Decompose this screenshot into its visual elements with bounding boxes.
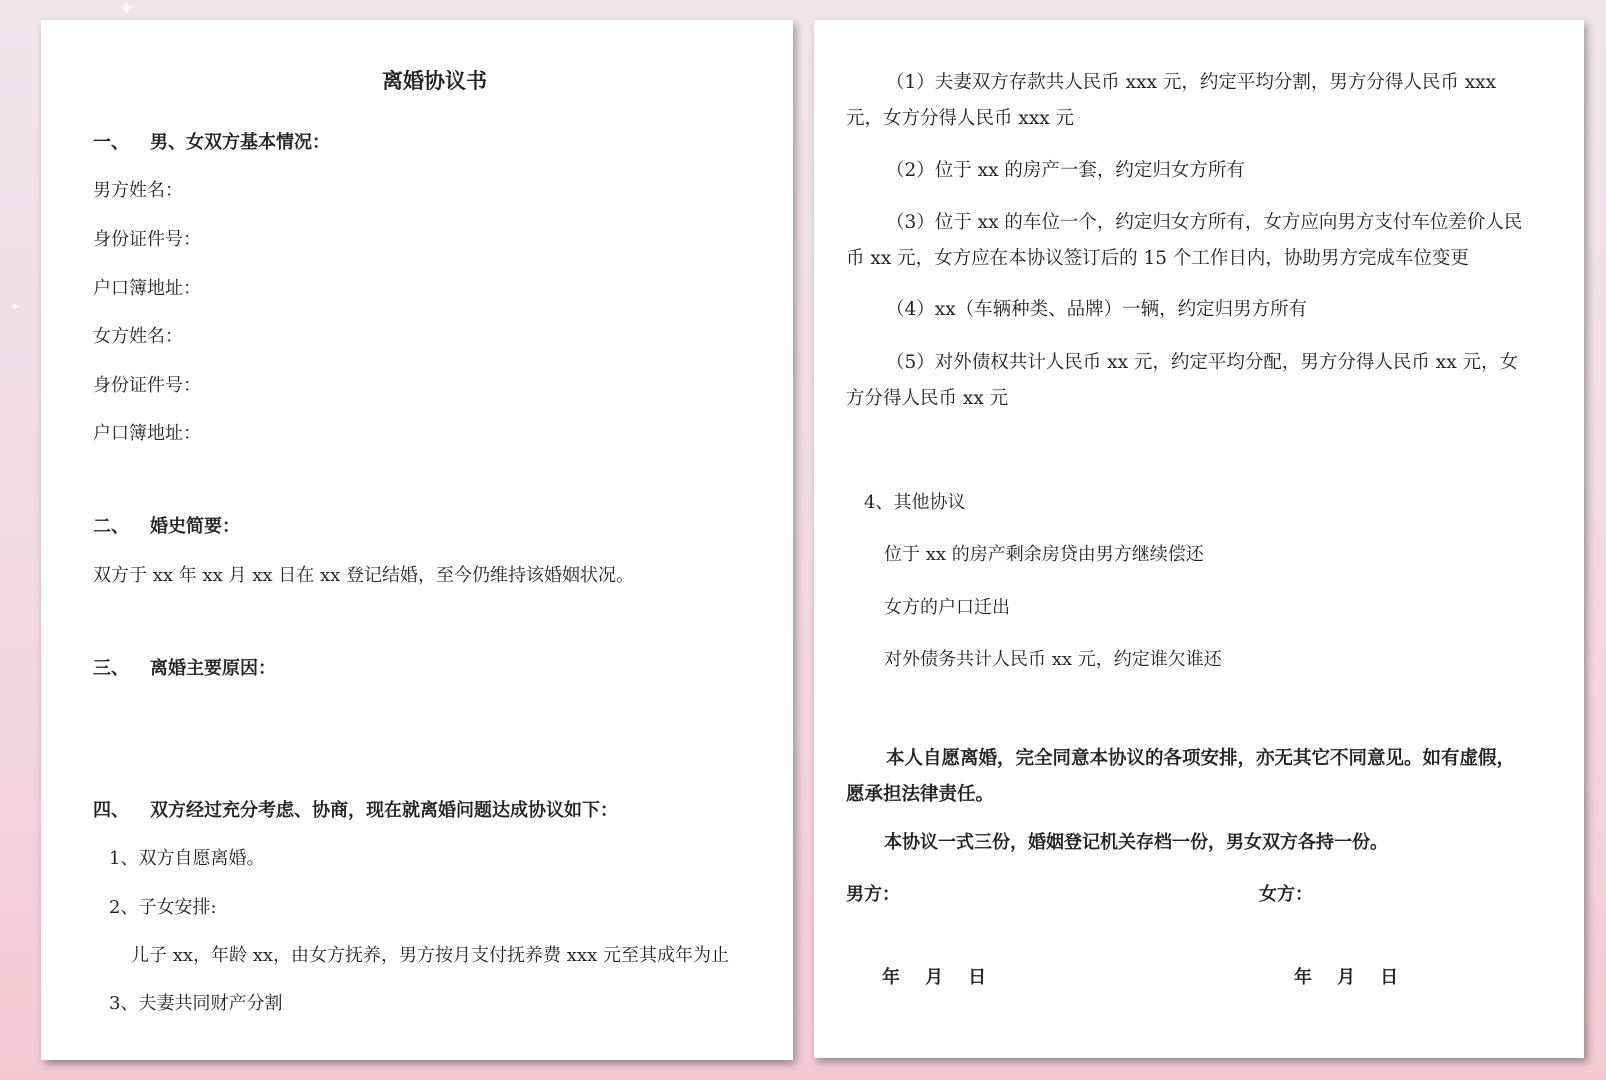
- sparkle-icon: ✦: [118, 0, 135, 20]
- field-male-address: 户口簿地址：: [93, 278, 201, 299]
- property-item-2: （2）位于 xx 的房产一套，约定归女方所有: [886, 160, 1245, 181]
- section-1-title: 男、女双方基本情况：: [150, 132, 330, 153]
- field-female-id: 身份证件号：: [93, 375, 201, 396]
- field-female-address: 户口簿地址：: [93, 423, 201, 444]
- document-page-right: [814, 20, 1584, 1058]
- field-male-name: 男方姓名：: [93, 180, 183, 201]
- other-agreement-heading: 4、其他协议: [864, 492, 966, 513]
- section-1-number: 一、: [93, 132, 129, 153]
- other-agreement-item: 对外债务共计人民币 xx 元，约定谁欠谁还: [884, 649, 1222, 670]
- property-item-4: （4）xx（车辆种类、品牌）一辆，约定归男方所有: [886, 299, 1308, 320]
- section-1-heading: [93, 130, 330, 156]
- sparkle-icon: ✦: [10, 300, 21, 314]
- female-signature-label: 女方：: [1259, 884, 1313, 905]
- field-male-id: 身份证件号：: [93, 229, 201, 250]
- section-3-title: 离婚主要原因：: [150, 658, 276, 679]
- male-date-line: 年 月 日: [882, 967, 987, 988]
- section-2-heading: [93, 514, 240, 540]
- copies-text: 本协议一式三份，婚姻登记机关存档一份，男女双方各持一份。: [884, 832, 1388, 853]
- female-date-line: 年 月 日: [1294, 967, 1399, 988]
- marriage-history-text: 双方于 xx 年 xx 月 xx 日在 xx 登记结婚，至今仍维持该婚姻状况。: [93, 565, 634, 586]
- section-2-number: 二、: [93, 516, 129, 537]
- property-item-5: （5）对外债权共计人民币 xx 元，约定平均分配，男方分得人民币 xx 元，女方分得人民币 xx 元: [846, 352, 1519, 409]
- property-item-1: （1）夫妻双方存款共人民币 xxx 元，约定平均分割，男方分得人民币 xxx 元，女方分得人民币 xxx 元: [846, 72, 1497, 129]
- section-2-title: 婚史简要：: [150, 516, 240, 537]
- document-title: 离婚协议书: [382, 68, 487, 93]
- declaration-text: 本人自愿离婚，完全同意本协议的各项安排，亦无其它不同意见。如有虚假，愿承担法律责任。: [846, 748, 1516, 805]
- agreement-item-1: 1、双方自愿离婚。: [109, 848, 265, 869]
- section-3-heading: [93, 656, 276, 682]
- property-item-3: （3）位于 xx 的车位一个，约定归女方所有，女方应向男方支付车位差价人民币 xx 元，女方应在本协议签订后的 15 个工作日内，协助男方完成车位变更: [846, 212, 1523, 269]
- section-4-title: 双方经过充分考虑、协商，现在就离婚问题达成协议如下：: [150, 800, 618, 821]
- document-page-left: [41, 20, 793, 1060]
- other-agreement-item: 女方的户口迁出: [884, 597, 1010, 618]
- other-agreement-item: 位于 xx 的房产剩余房贷由男方继续偿还: [884, 544, 1204, 565]
- field-female-name: 女方姓名：: [93, 326, 183, 347]
- male-signature-label: 男方：: [846, 884, 900, 905]
- section-4-number: 四、: [93, 800, 129, 821]
- section-3-number: 三、: [93, 658, 129, 679]
- agreement-item-3: 3、夫妻共同财产分割: [109, 993, 283, 1014]
- section-4-heading: [93, 798, 618, 824]
- agreement-item-2: 2、子女安排:: [109, 897, 217, 918]
- child-arrangement-text: 儿子 xx，年龄 xx，由女方抚养，男方按月支付抚养费 xxx 元至其成年为止: [131, 945, 729, 966]
